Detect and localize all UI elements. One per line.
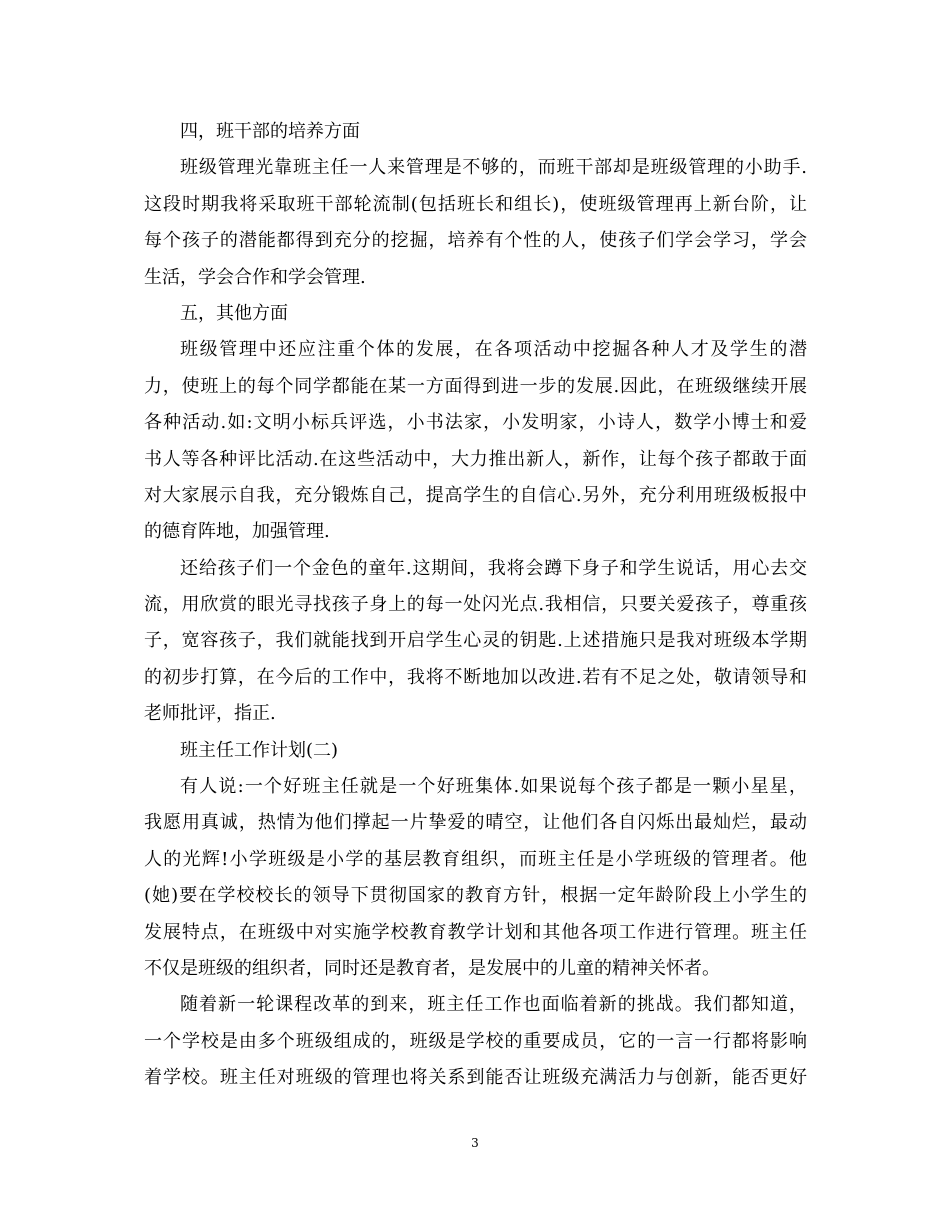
text-line: 各种活动.如:文明小标兵评选，小书法家，小发明家，小诗人，数学小博士和爱 [144, 412, 807, 434]
paragraph-curriculum-reform [144, 987, 807, 1096]
text-line: 对大家展示自我，充分锻炼自己，提高学生的自信心.另外，充分利用班级板报中 [144, 484, 807, 506]
text-line: 发展特点，在班级中对实施学校教育教学计划和其他各项工作进行管理。班主任 [144, 921, 807, 943]
text-line: 着学校。班主任对班级的管理也将关系到能否让班级充满活力与创新，能否更好 [144, 1067, 807, 1089]
text-line: 每个孩子的潜能都得到充分的挖掘，培养有个性的人，使孩子们学会学习，学会 [144, 230, 807, 252]
section-heading-other [144, 296, 807, 332]
text-line: 生活，学会合作和学会管理. [144, 266, 366, 288]
paragraph-class-cadres [144, 150, 807, 296]
text-line: 有人说:一个好班主任就是一个好班集体.如果说每个孩子都是一颗小星星， [180, 776, 807, 798]
paragraph-good-teacher [144, 769, 807, 987]
text-line: 还给孩子们一个金色的童年.这期间，我将会蹲下身子和学生说话，用心去交 [180, 557, 807, 579]
page-number: 3 [471, 1136, 479, 1150]
text-line: 力，使班上的每个同学都能在某一方面得到进一步的发展.因此，在班级继续开展 [144, 375, 807, 397]
text-line: 班级管理光靠班主任一人来管理是不够的，而班干部却是班级管理的小助手. [180, 157, 807, 179]
text-line: 的德育阵地，加强管理. [144, 521, 330, 543]
text-line: 子，宽容孩子，我们就能找到开启学生心灵的钥匙.上述措施只是我对班级本学期 [144, 630, 807, 652]
text-line: 不仅是班级的组织者，同时还是教育者，是发展中的儿童的精神关怀者。 [144, 957, 720, 979]
text-line: 班主任工作计划(二) [180, 739, 339, 761]
text-line: 五，其他方面 [180, 302, 288, 324]
text-line: 书人等各种评比活动.在这些活动中，大力推出新人，新作，让每个孩子都敢于面 [144, 448, 807, 470]
text-line: 的初步打算，在今后的工作中，我将不断地加以改进.若有不足之处，敬请领导和 [144, 666, 807, 688]
paragraph-childhood [144, 551, 807, 733]
section-heading-class-cadres [144, 114, 807, 150]
section-heading-plan-2 [144, 733, 807, 769]
text-line: 四，班干部的培养方面 [180, 121, 360, 142]
text-line: 我愿用真诚，热情为他们撑起一片挚爱的晴空，让他们各自闪烁出最灿烂，最动 [144, 812, 807, 834]
text-line: 一个学校是由多个班级组成的，班级是学校的重要成员，它的一言一行都将影响 [144, 1030, 807, 1052]
text-line: 人的光辉!小学班级是小学的基层教育组织，而班主任是小学班级的管理者。他 [144, 848, 807, 870]
text-line: 随着新一轮课程改革的到来，班主任工作也面临着新的挑战。我们都知道， [180, 994, 807, 1016]
text-line: 这段时期我将采取班干部轮流制(包括班长和组长)，使班级管理再上新台阶，让 [144, 193, 807, 215]
document-body [144, 114, 807, 1097]
paragraph-other [144, 332, 807, 550]
text-line: 流，用欣赏的眼光寻找孩子身上的每一处闪光点.我相信，只要关爱孩子，尊重孩 [144, 594, 807, 616]
text-line: 老师批评，指正. [144, 703, 276, 725]
text-line: (她)要在学校校长的领导下贯彻国家的教育方针，根据一定年龄阶段上小学生的 [144, 885, 807, 907]
text-line: 班级管理中还应注重个体的发展，在各项活动中挖掘各种人才及学生的潜 [180, 339, 807, 361]
